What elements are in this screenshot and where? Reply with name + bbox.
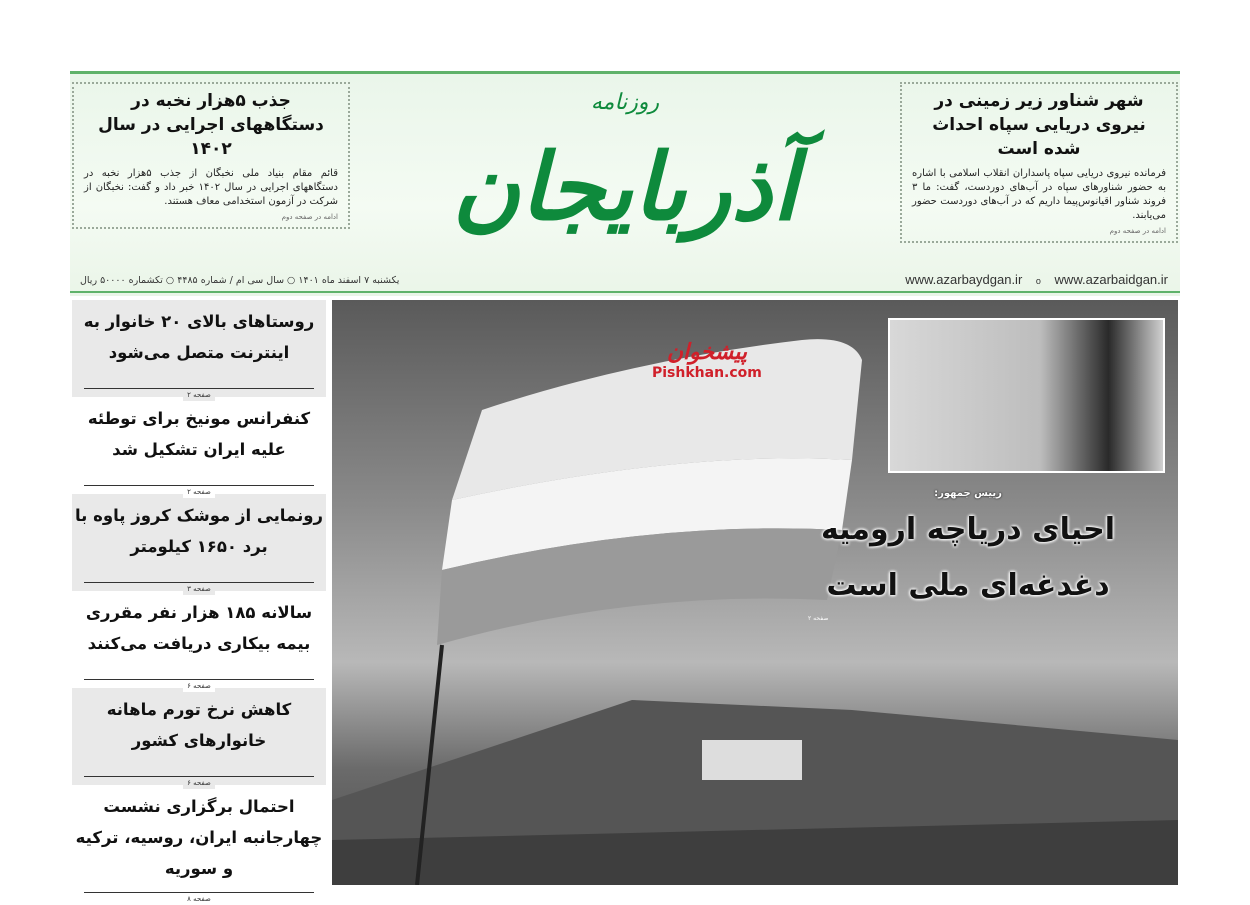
website-link[interactable]: www.azarbaydgan.ir (905, 272, 1023, 287)
left-teaser-title: جذب ۵هزار نخبه در دستگاههای اجرایی در سال ۱۴۰۲ (98, 91, 324, 159)
main-headline[interactable]: احیای دریاچه ارومیه دغدغه‌ای ملی است (820, 512, 1116, 603)
divider (70, 291, 1180, 293)
main-photo (332, 300, 1178, 885)
left-teaser-body: قائم مقام بنیاد ملی نخبگان از جذب ۵هزار نخبه در دستگاههای اجرایی در سال ۱۴۰۲ خبر داد و گفت: نخبگان از شرکت در آزمون استخدامی معاف هستند. (84, 168, 338, 207)
sidebar-headline-item[interactable] (72, 785, 326, 901)
sidebar-headline: احتمال برگزاری نشست چهارجانبه ایران، روسیه، ترکیه و سوریه (75, 797, 323, 878)
watermark-en: Pishkhan.com (652, 365, 762, 381)
page-ref: صفحه ۳ (183, 583, 215, 595)
right-teaser-title: شهر شناور زیر زمینی در نیروی دریایی سپاه احداث شده است (932, 91, 1146, 159)
watermark (652, 340, 762, 381)
sidebar-headline: رونمایی از موشک کروز پاوه با برد ۱۶۵۰ کیلومتر (74, 506, 324, 556)
banner (702, 740, 802, 780)
headline-footer (84, 479, 314, 496)
page-ref: صفحه ۸ (183, 893, 215, 905)
page-ref: صفحه ۲ (183, 486, 215, 498)
sidebar-headline: سالانه ۱۸۵ هزار نفر مقرری بیمه بیکاری دریافت می‌کنند (85, 603, 313, 653)
headline-footer (84, 382, 314, 399)
page-ref: صفحه ۶ (183, 777, 215, 789)
info-bar (70, 272, 1180, 290)
headline-footer (84, 673, 314, 690)
logo-subtitle: روزنامه (590, 90, 660, 115)
headline-footer (84, 886, 314, 903)
sidebar-headline-item[interactable] (72, 300, 326, 397)
headline-footer (84, 576, 314, 593)
sidebar-headline-item[interactable] (72, 591, 326, 688)
separator: o (1035, 276, 1041, 286)
main-story (768, 486, 1168, 624)
right-teaser-box[interactable] (900, 82, 1178, 243)
newspaper-logo (415, 74, 835, 269)
right-teaser-more: ادامه در صفحه دوم (1109, 227, 1166, 235)
sidebar-headline: روستاهای بالای ۲۰ خانوار به اینترنت متصل می‌شود (83, 312, 315, 362)
date-issue-line: یکشنبه ۷ اسفند ماه ۱۴۰۱ ○ سال سی ام / شماره ۴۴۸۵ ○ تکشماره ۵۰۰۰۰ ریال (80, 275, 400, 286)
main-page-ref: صفحه ۲ (808, 615, 829, 622)
logo-title: آذربایجان (452, 133, 798, 241)
left-teaser-more: ادامه در صفحه دوم (281, 213, 338, 221)
website-links (905, 272, 1168, 287)
sidebar-headline-item[interactable] (72, 397, 326, 494)
masthead (70, 71, 1180, 296)
sidebar-headline-item[interactable] (72, 494, 326, 591)
website-link[interactable]: www.azarbaidgan.ir (1054, 272, 1168, 287)
sidebar-headlines (72, 300, 326, 901)
page-ref: صفحه ۲ (183, 389, 215, 401)
sidebar-headline: کاهش نرخ تورم ماهانه خانوارهای کشور (106, 700, 292, 750)
sidebar-headline-item[interactable] (72, 688, 326, 785)
page-ref: صفحه ۶ (183, 680, 215, 692)
watermark-fa: پیشخوان (666, 340, 748, 365)
president-photo (888, 318, 1165, 473)
main-kicker: رییس جمهور: (934, 488, 1002, 499)
right-teaser-body: فرمانده نیروی دریایی سپاه پاسداران انقلاب اسلامی با اشاره به حضور شناورهای سپاه در آب‌های دوردست، گفت: ما ۳ فروند شناور اقیانوس‌پیما داریم که در آب‌های دوردست حضور می‌یابند. (912, 168, 1166, 221)
left-teaser-box[interactable] (72, 82, 350, 229)
headline-footer (84, 770, 314, 787)
sidebar-headline: کنفرانس مونیخ برای توطئه علیه ایران تشکیل شد (87, 409, 311, 459)
